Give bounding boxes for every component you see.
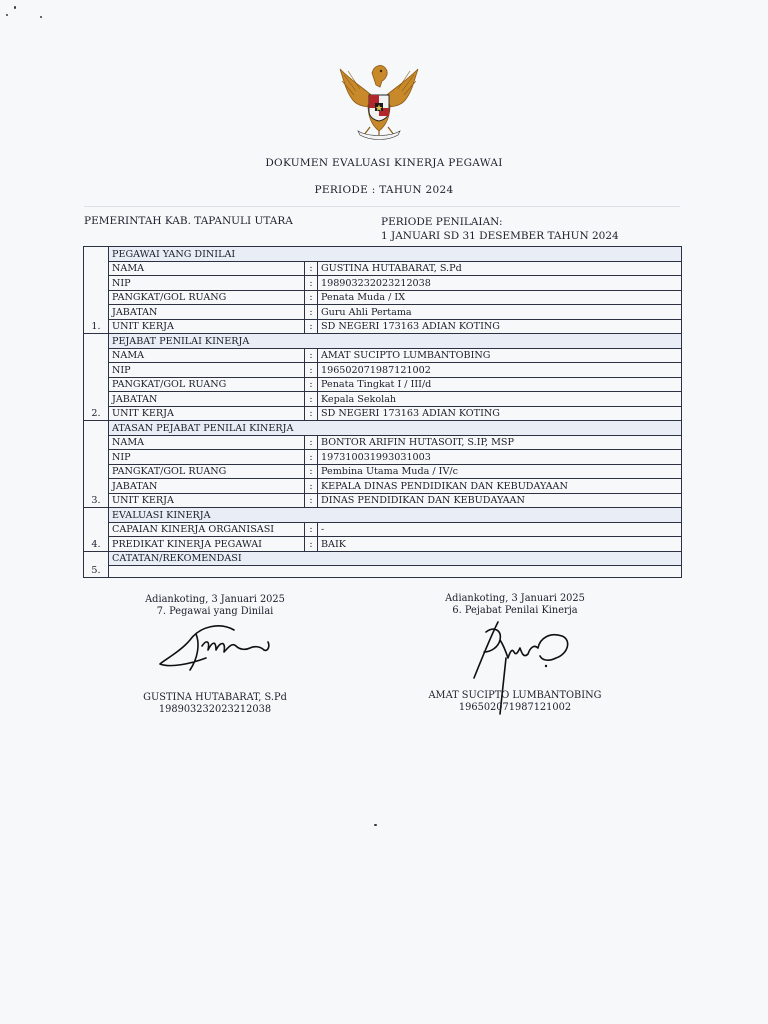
field-label: JABATAN [109,479,305,494]
field-label: NIP [109,450,305,465]
notes-blank-row [84,566,682,578]
field-value: KEPALA DINAS PENDIDIKAN DAN KEBUDAYAAN [318,479,682,494]
field-separator: : [305,348,318,363]
section-title: PEJABAT PENILAI KINERJA [109,334,682,349]
field-label: NAMA [109,261,305,276]
section-title: PEGAWAI YANG DINILAI [109,247,682,262]
assessor-name: AMAT SUCIPTO LUMBANTOBING [428,690,602,701]
assessor-sign-date: Adiankoting, 3 Januari 2025 [445,593,585,604]
assessment-period-label: PERIODE PENILAIAN: [381,216,503,228]
field-value: Penata Muda / IX [318,290,682,305]
employee-signatory [120,692,310,715]
section-title: EVALUASI KINERJA [109,508,682,523]
field-label: PANGKAT/GOL RUANG [109,377,305,392]
garuda-emblem-icon [334,61,424,143]
field-value: Guru Ahli Pertama [318,305,682,320]
field-label: UNIT KERJA [109,406,305,421]
field-value: Pembina Utama Muda / IV/c [318,464,682,479]
table-row [84,290,682,305]
field-value: SD NEGERI 173163 ADIAN KOTING [318,406,682,421]
field-label: CAPAIAN KINERJA ORGANISASI [109,522,305,537]
section-number: 5. [84,551,109,578]
assessor-sign-role: 6. Pejabat Penilai Kinerja [452,605,578,616]
field-separator: : [305,377,318,392]
field-separator: : [305,363,318,378]
scan-speck [14,6,16,9]
document-period: PERIODE : TAHUN 2024 [314,184,454,196]
section-number: 1. [84,247,109,334]
field-value: - [318,522,682,537]
field-label: NIP [109,276,305,291]
section-header-row [84,334,682,349]
employee-signature-image [150,620,275,675]
table-row [84,406,682,421]
field-separator: : [305,450,318,465]
field-value: 198903232023212038 [318,276,682,291]
field-value: GUSTINA HUTABARAT, S.Pd [318,261,682,276]
table-row [84,522,682,537]
field-label: NIP [109,363,305,378]
field-separator: : [305,537,318,552]
field-label: NAMA [109,348,305,363]
field-separator: : [305,392,318,407]
section-title: CATATAN/REKOMENDASI [109,551,682,566]
section-number: 2. [84,334,109,421]
field-separator: : [305,276,318,291]
table-row [84,450,682,465]
table-row [84,261,682,276]
scan-speck [374,824,377,826]
field-label: JABATAN [109,305,305,320]
assessor-signatory [410,690,620,713]
table-row [84,363,682,378]
field-label: UNIT KERJA [109,493,305,508]
scan-speck [6,14,8,16]
employee-sign-date: Adiankoting, 3 Januari 2025 [145,594,285,605]
field-value: Kepala Sekolah [318,392,682,407]
field-value: BAIK [318,537,682,552]
section-number: 3. [84,421,109,508]
employee-sign-role: 7. Pegawai yang Dinilai [156,606,274,617]
table-row [84,464,682,479]
assessor-nip: 196502071987121002 [458,702,572,713]
field-value: BONTOR ARIFIN HUTASOIT, S.IP, MSP [318,435,682,450]
employee-nip: 198903232023212038 [158,704,272,715]
table-row [84,493,682,508]
section-header-row [84,421,682,436]
field-value: 196502071987121002 [318,363,682,378]
assessment-period-value: 1 JANUARI SD 31 DESEMBER TAHUN 2024 [381,230,619,242]
table-row [84,305,682,320]
field-separator: : [305,290,318,305]
government-name: PEMERINTAH KAB. TAPANULI UTARA [84,215,293,227]
assessment-period [381,215,619,243]
section-header-row [84,508,682,523]
table-row [84,377,682,392]
field-label: PREDIKAT KINERJA PEGAWAI [109,537,305,552]
field-separator: : [305,305,318,320]
employee-name: GUSTINA HUTABARAT, S.Pd [143,692,287,703]
field-separator: : [305,261,318,276]
table-row [84,537,682,552]
field-value: DINAS PENDIDIKAN DAN KEBUDAYAAN [318,493,682,508]
table-row [84,276,682,291]
scan-speck [40,16,42,18]
field-label: UNIT KERJA [109,319,305,334]
section-header-row [84,551,682,566]
section-title: ATASAN PEJABAT PENILAI KINERJA [109,421,682,436]
section-header-row [84,247,682,262]
table-row [84,479,682,494]
field-separator: : [305,406,318,421]
field-separator: : [305,435,318,450]
field-label: PANGKAT/GOL RUANG [109,290,305,305]
table-row [84,435,682,450]
table-row [84,348,682,363]
header-divider [84,206,680,207]
field-value: 197310031993031003 [318,450,682,465]
field-label: JABATAN [109,392,305,407]
field-label: PANGKAT/GOL RUANG [109,464,305,479]
field-value: Penata Tingkat I / III/d [318,377,682,392]
notes-cell [109,566,682,578]
field-separator: : [305,522,318,537]
field-separator: : [305,493,318,508]
document-title: DOKUMEN EVALUASI KINERJA PEGAWAI [265,157,503,169]
field-label: NAMA [109,435,305,450]
employee-signature-block [120,594,310,617]
field-separator: : [305,319,318,334]
evaluation-form-table [83,246,682,578]
field-value: SD NEGERI 173163 ADIAN KOTING [318,319,682,334]
field-separator: : [305,464,318,479]
assessor-signature-block [410,593,620,616]
field-separator: : [305,479,318,494]
table-row [84,392,682,407]
field-value: AMAT SUCIPTO LUMBANTOBING [318,348,682,363]
section-number: 4. [84,508,109,552]
table-row [84,319,682,334]
